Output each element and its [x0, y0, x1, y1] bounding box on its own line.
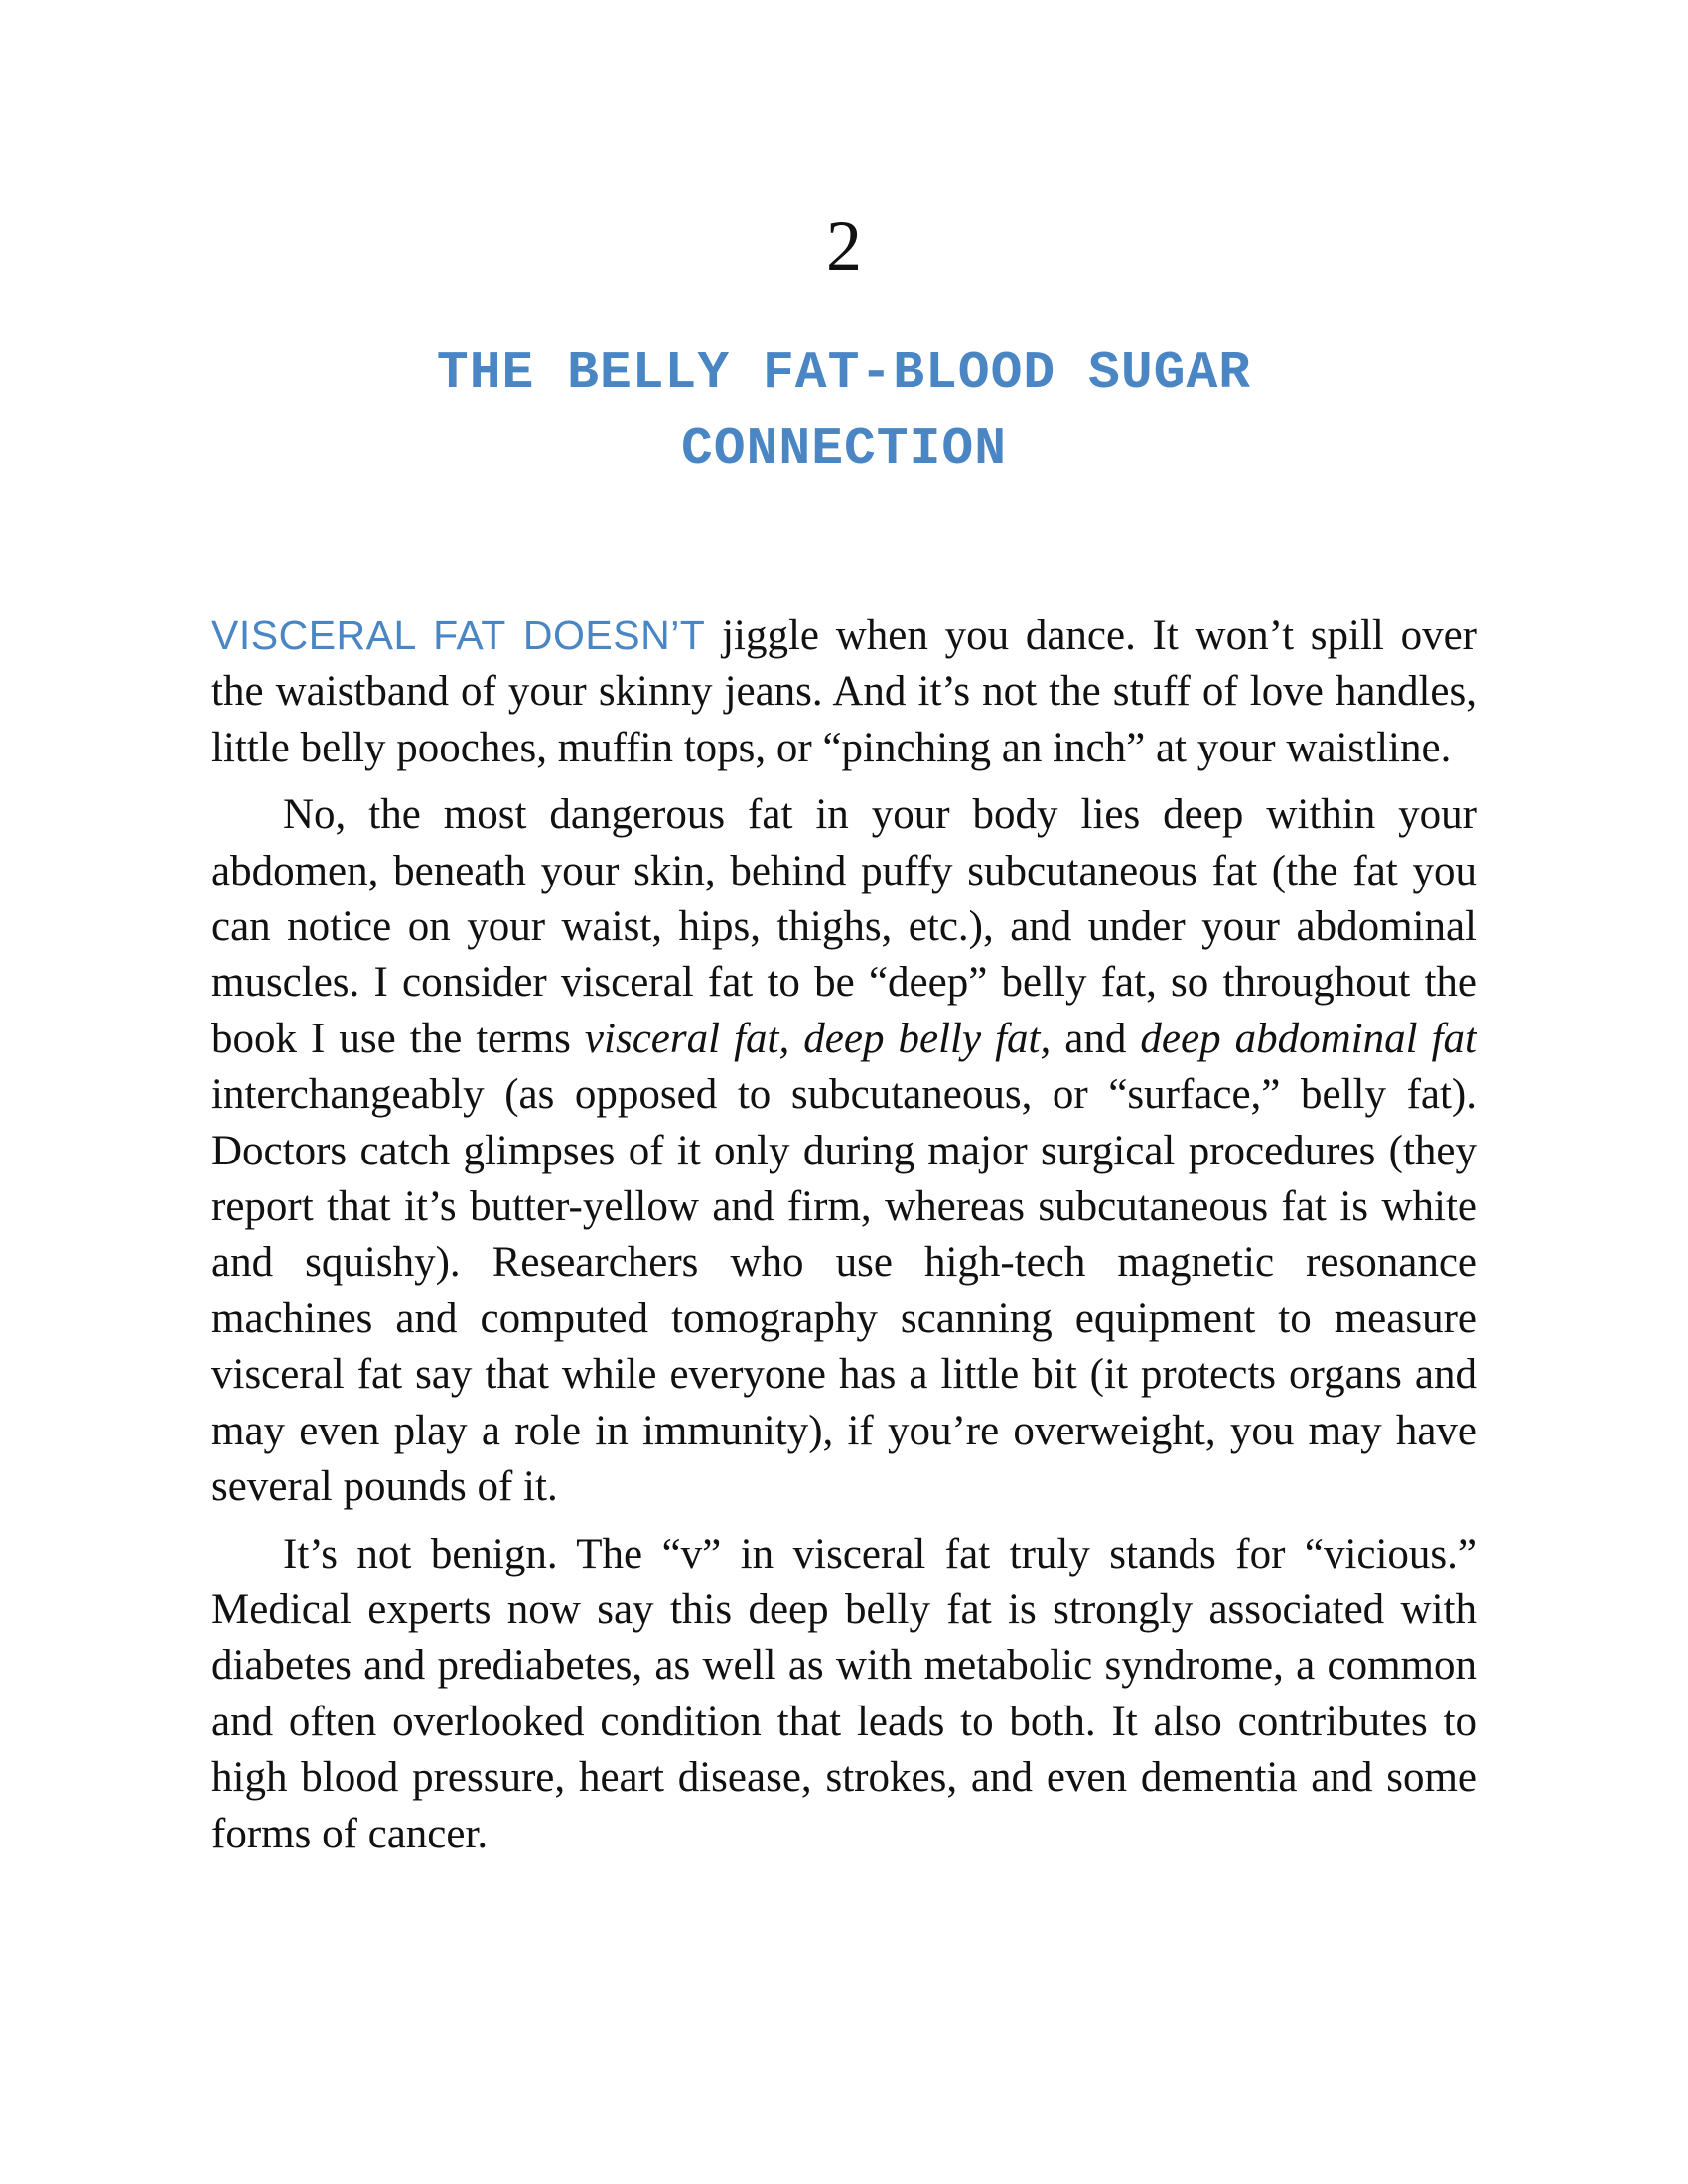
paragraph-2-italic-1: visceral fat, deep belly fat, — [584, 1015, 1052, 1062]
paragraph-2-part-2: and — [1051, 1015, 1141, 1062]
paragraph-2-part-1: No, the most dangerous fat in your body lies deep within your abdomen, beneath your skin, behind puffy subcutaneous fat (the fat you can notice on your waist, hips, thighs, etc.), and under your abdominal muscles. I consider visceral fat to be “deep” belly fat, so throughout the book I use the terms — [211, 791, 1477, 1062]
paragraph-1-text: jiggle when you dance. It won’t spill over the waistband of your skinny jeans. And it’s not the stuff of love handles, little belly pooches, muffin tops, or “pinching an inch” at your waistline. — [211, 613, 1477, 771]
chapter-body — [211, 608, 1477, 1873]
paragraph-2-part-3: interchangeably (as opposed to subcutaneous, or “surface,” belly fat). Doctors catch glimpses of it only during major surgical procedures (they report that it’s butter-yellow and firm, whereas subcutaneous fat is white and squishy). Researchers who use high-tech magnetic resonance machines and computed tomography scanning equipment to measure visceral fat say that while everyone has a little bit (it protects organs and may even play a role in immunity), if you’re overweight, you may have several pounds of it. — [211, 1071, 1477, 1511]
lead-in-text: VISCERAL FAT DOESN’T — [211, 613, 706, 658]
paragraph-2-italic-2: deep abdominal fat — [1140, 1015, 1477, 1062]
chapter-title: THE BELLY FAT-BLOOD SUGAR CONNECTION — [436, 343, 1252, 478]
paragraph-3-text: It’s not benign. The “v” in visceral fat truly stands for “vicious.” Medical experts now say this deep belly fat is strongly associated with diabetes and prediabetes, as well as with metabolic syndrome, a common and often overlooked condition that leads to both. It also contributes to high blood pressure, heart disease, strokes, and even dementia and some forms of cancer. — [211, 1530, 1477, 1857]
paragraph-1 — [211, 608, 1477, 776]
chapter-number: 2 — [826, 206, 862, 286]
paragraph-3 — [211, 1527, 1477, 1862]
paragraph-2 — [211, 787, 1477, 1515]
